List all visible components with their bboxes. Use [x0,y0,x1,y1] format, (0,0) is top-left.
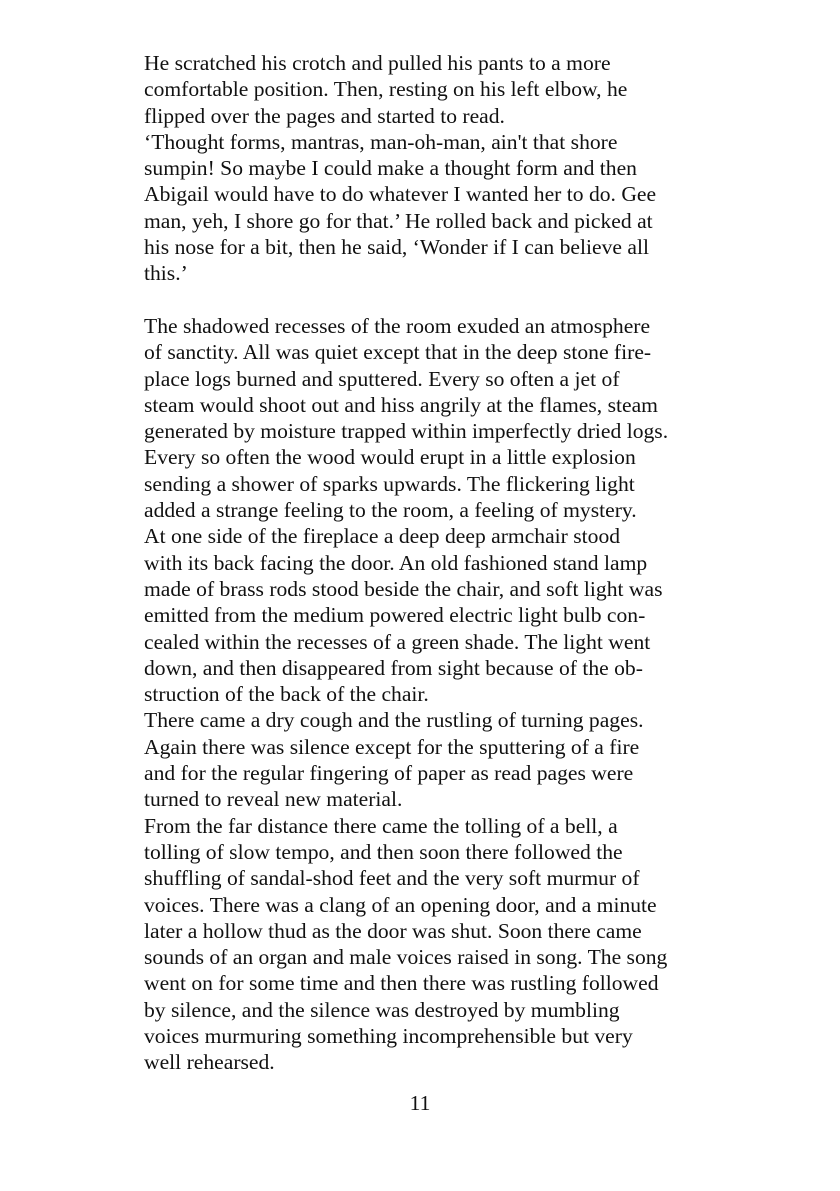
paragraph-1: He scratched his crotch and pulled his pants to a more comfortable position. Then, resting on his left elbow, he flipped over the pages and started to read. [144,51,628,128]
page-text-body [144,50,704,1076]
paragraph-4: At one side of the fireplace a deep deep armchair stood with its back facing the door. An old fashioned stand lamp made of brass rods stood beside the chair, and soft light was emitted from the medium powered electric light bulb con- cealed within the recesses of a green shade. The light went down, and then disappeared from sight because of the ob- struction of the back of the chair. [144,524,663,707]
paragraph-2: ‘Thought forms, mantras, man-oh-man, ain't that shore sumpin! So maybe I could make a thought form and then Abigail would have to do whatever I wanted her to do. Gee man, yeh, I shore go for that.’ He rolled back and picked at his nose for a bit, then he said, ‘Wonder if I can believe all this.’ [144,129,657,286]
paragraph-5: There came a dry cough and the rustling of turning pages. Again there was silence except for the sputtering of a fire and for the regular fingering of paper as read pages were turned to reveal new material. [144,708,644,812]
page-number: 11 [409,1091,431,1115]
paragraph-3: The shadowed recesses of the room exuded an atmosphere of sanctity. All was quiet except that in the deep stone fire- place logs burned and sputtered. Every so often a jet of steam would shoot out and hiss angrily at the flames, steam generated by moisture trapped within imperfectly dried logs. Every so often the wood would erupt in a little explosion sending a shower of sparks upwards. The flickering light added a strange feeling to the room, a feeling of mystery. [144,313,669,523]
paragraph-6: From the far distance there came the tolling of a bell, a tolling of slow tempo, and then soon there followed the shuffling of sandal-shod feet and the very soft murmur of voices. There was a clang of an opening door, and a minute later a hollow thud as the door was shut. Soon there came sounds of an organ and male voices raised in song. The song went on for some time and then there was rustling followed by silence, and the silence was destroyed by mumbling voices murmuring something incomprehensible but very well rehearsed. [144,813,668,1075]
